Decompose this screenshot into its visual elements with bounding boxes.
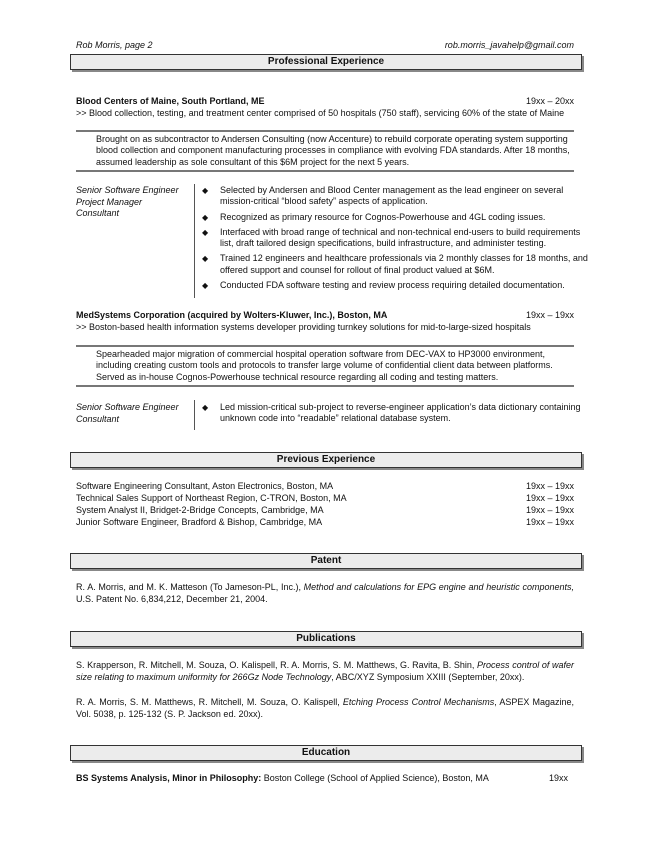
- job-2-bullet: ◆ Led mission-critical sub-project to reverse-engineer application’s data dictionary containing unknown code into “readable” relational database system.: [202, 402, 581, 424]
- job-1-bullet: ◆ Recognized as primary resource for Cognos-Powerhouse and 4GL coding issues.: [202, 211, 546, 222]
- job-1-bullet: ◆ Conducted FDA software testing and review process requiring detailed documentation.: [202, 280, 565, 291]
- job-2-header: [76, 310, 574, 321]
- job-1-company: Blood Centers of Maine, South Portland, ME: [76, 96, 265, 106]
- job-1-bullet: ◆ Selected by Andersen and Blood Center management as the lead engineer on several mission-critical “blood safety” aspects of application.: [202, 185, 564, 207]
- patent-entry: R. A. Morris, and M. K. Matteson (To Jameson-PL, Inc.), Method and calculations for EPG engine and heuristic components, U.S. Patent No. 6,834,212, December 21, 2004.: [76, 582, 574, 604]
- job-2-description: >> Boston-based health information systems developer providing turnkey solutions for mid-to-large-sized hospitals: [76, 322, 531, 332]
- diamond-bullet-icon: ◆: [202, 186, 209, 195]
- section-patent: Patent: [70, 553, 582, 569]
- job-1-header: [76, 96, 574, 107]
- section-publications: Publications: [70, 631, 582, 647]
- previous-item: Technical Sales Support of Northeast Region, C-TRON, Boston, MA 19xx – 19xx: [76, 493, 574, 503]
- diamond-bullet-icon: ◆: [202, 227, 209, 237]
- job-1-summary: Brought on as subcontractor to Andersen Consulting (now Accenture) to rebuild corporate operating system supporting blood collection and component manufacturing processes in compliance with evolving FDA standards. After 18 months, assumed leadership as sole consultant of this $6M project for the next 5 years.: [76, 130, 574, 172]
- job-1-bullet: ◆ Interfaced with broad range of technical and non-technical end-users to build requirements list, draft tailored design specifications, build infrastructure, and administer testing.: [202, 226, 581, 249]
- education-school: Boston College (School of Applied Science), Boston, MA: [261, 773, 489, 783]
- previous-item: Software Engineering Consultant, Aston Electronics, Boston, MA 19xx – 19xx: [76, 481, 574, 491]
- job-1-role: Senior Software Engineer: [76, 185, 179, 195]
- diamond-bullet-icon: ◆: [202, 254, 209, 264]
- job-1-description: >> Blood collection, testing, and treatment center comprised of 50 hospitals (750 staff), servicing 60% of the state of Maine: [76, 108, 565, 118]
- job-1-role: Project Manager: [76, 196, 143, 207]
- job-2-company: MedSystems Corporation (acquired by Wolters-Kluwer, Inc.), Boston, MA: [76, 310, 388, 320]
- publication-entry: S. Krapperson, R. Mitchell, M. Souza, O. Kalispell, R. A. Morris, S. M. Matthews, G. Ravita, B. Shin, Process control of wafer size relating to maximum uniformity for 266Gz Node Technology, ABC/XYZ Symposium XXIII (September, 20xx).: [76, 660, 574, 682]
- job-1-dates: 19xx – 20xx: [525, 96, 574, 106]
- job-2-summary: Spearheaded major migration of commercial hospital operation software from DEC-VAX to HP3000 environment, including creating custom tools and protocols to transfer large volume of confidential client data between platforms. Served as in-house Cognos-Powerhouse technical resource regarding all coding and testing matters.: [76, 345, 574, 387]
- job-2-dates: 19xx – 19xx: [525, 310, 574, 320]
- section-previous-experience: Previous Experience: [70, 452, 582, 468]
- education-entry: [76, 773, 574, 784]
- diamond-bullet-icon: ◆: [202, 281, 209, 291]
- job-2-role: Senior Software Engineer: [76, 402, 179, 412]
- previous-item: System Analyst II, Bridget-2-Bridge Concepts, Cambridge, MA 19xx – 19xx: [76, 505, 574, 515]
- job-1-role: Consultant: [76, 208, 120, 218]
- header-name-page: Rob Morris, page 2: [76, 40, 153, 50]
- diamond-bullet-icon: ◆: [202, 212, 209, 222]
- section-education: Education: [70, 745, 582, 761]
- job-1-bullet: ◆ Trained 12 engineers and healthcare professionals via 2 monthly classes for 18 months, and offered support and counsel for rollout of final product valued at $6M.: [202, 253, 588, 275]
- job-1-roles: [76, 185, 179, 220]
- job-2-role: Consultant: [76, 413, 120, 424]
- previous-item: Junior Software Engineer, Bradford & Bishop, Cambridge, MA 19xx – 19xx: [76, 517, 574, 527]
- job-2-divider: [194, 400, 195, 430]
- publication-entry: R. A. Morris, S. M. Matthews, R. Mitchell, M. Souza, O. Kalispell, Etching Process Control Mechanisms, ASPEX Magazine, Vol. 5038, p. 125-132 (S. P. Jackson ed. 20xx).: [76, 697, 575, 719]
- job-1-divider: [194, 184, 195, 298]
- job-2-bullets: [200, 402, 590, 429]
- header-email: rob.morris_javahelp@gmail.com: [444, 40, 574, 50]
- diamond-bullet-icon: ◆: [202, 403, 209, 412]
- job-2-roles: [76, 402, 179, 425]
- section-professional-experience: Professional Experience: [70, 54, 582, 70]
- job-1-bullets: [200, 185, 590, 295]
- education-year: 19xx: [548, 773, 568, 783]
- education-degree: BS Systems Analysis, Minor in Philosophy:: [76, 773, 262, 783]
